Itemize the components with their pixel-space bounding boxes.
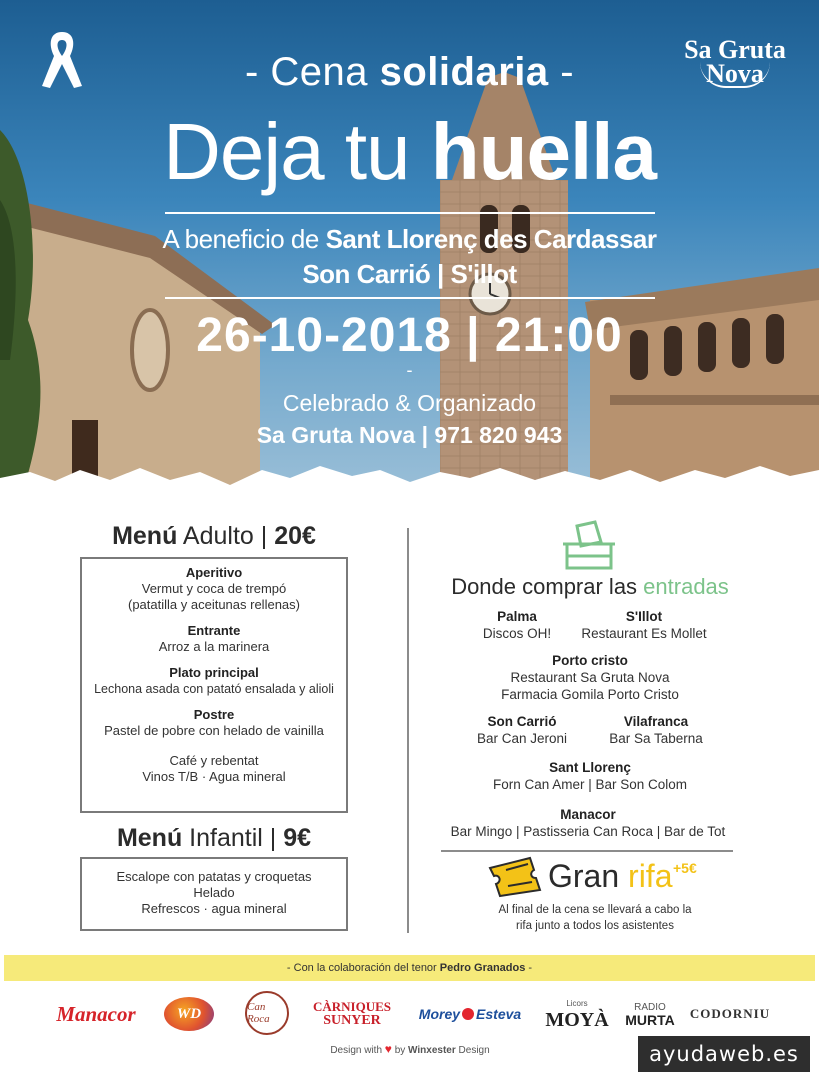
site-watermark: ayudaweb.es — [638, 1036, 810, 1072]
divider-line — [165, 212, 655, 214]
menu-adulto-title: Menú Adulto | 20€ — [112, 522, 316, 550]
beneficiary: A beneficio de Sant Llorenç des Cardassar — [162, 224, 657, 254]
menu-infantil-title: Menú Infantil | 9€ — [116, 824, 312, 852]
divider-line — [165, 297, 655, 299]
column-divider — [407, 528, 409, 933]
rifa-description: Al final de la cena se llevará a cabo la rifa junto a todos los asistentes — [498, 904, 692, 932]
event-title: Deja tu huella — [163, 107, 656, 196]
tickets-title: Donde comprar las entradas — [451, 574, 729, 599]
rifa-price: +5€ — [673, 860, 697, 876]
course-postre: Postre Pastel de pobre con helado de vainilla — [104, 707, 324, 738]
course-aperitivo: Aperitivo Vermut y coca de trempó (patatilla y aceitunas rellenas) — [128, 565, 300, 612]
design-credit: Design with ♥ by Winxester Design — [330, 1042, 490, 1056]
location-son-carrio: Son Carrió Bar Can Jeroni — [476, 714, 568, 746]
separator-dash: - — [406, 360, 413, 380]
location-sillot: S'Illot Restaurant Es Mollet — [581, 609, 707, 641]
menu-infantil-box: Escalope con patatas y croquetas Helado Refrescos · agua mineral — [80, 857, 348, 931]
course-extras: Café y rebentat Vinos T/B · Agua mineral — [142, 753, 286, 784]
hero-banner — [0, 0, 819, 500]
location-sant-llorenc: Sant Llorenç Forn Can Amer | Bar Son Colom — [492, 760, 688, 792]
ticket-icon — [486, 856, 544, 898]
event-kicker: - Cena solidaria - — [244, 50, 575, 94]
rifa-divider — [441, 850, 733, 852]
sponsor-can-roca-logo: Can Roca — [236, 990, 298, 1036]
location-palma: Palma Discos OH! — [482, 609, 552, 641]
sponsor-carniques-sunyer-logo: CÀRNIQUES SUNYER — [312, 999, 391, 1028]
organizer-contact: Sa Gruta Nova | 971 820 943 — [256, 422, 563, 448]
sponsor-codorniu-logo: CODORNIU — [689, 1006, 771, 1021]
awareness-ribbon-icon — [40, 28, 84, 90]
collaboration-banner: - Con la colaboración del tenor Pedro Granados - — [4, 955, 815, 981]
sponsor-wd-logo: WD — [160, 996, 218, 1032]
location-vilafranca: Vilafranca Bar Sa Taberna — [609, 714, 703, 746]
organized-label: Celebrado & Organizado — [282, 390, 537, 416]
course-entrante: Entrante Arroz a la marinera — [158, 623, 270, 654]
sponsor-radio-murta-logo: RADIO MURTA — [625, 1002, 675, 1028]
event-date-time: 26-10-2018 | 21:00 — [196, 309, 623, 362]
sponsor-morey-esteva-logo: Morey Esteva — [418, 1006, 522, 1022]
rifa-title: Gran rifa — [548, 858, 673, 894]
heart-icon: ♥ — [384, 1042, 392, 1056]
location-porto-cristo: Porto cristo Restaurant Sa Gruta Nova Farmacia Gomila Porto Cristo — [501, 653, 679, 702]
sponsor-moya-logo: Licors MOYÀ — [545, 999, 609, 1031]
ballot-box-icon — [561, 520, 617, 572]
menu-adulto-box — [80, 557, 348, 813]
sa-gruta-nova-logo: Sa Gruta Nova — [684, 35, 786, 88]
sponsor-manacor-logo: Manacor — [56, 1001, 136, 1026]
beneficiary-villages: Son Carrió | S'illot — [302, 259, 517, 289]
location-manacor: Manacor Bar Mingo | Pastisseria Can Roca | Bar de Tot — [450, 807, 726, 839]
course-plato-principal: Plato principal Lechona asada con patató ensalada y alioli — [94, 665, 334, 696]
